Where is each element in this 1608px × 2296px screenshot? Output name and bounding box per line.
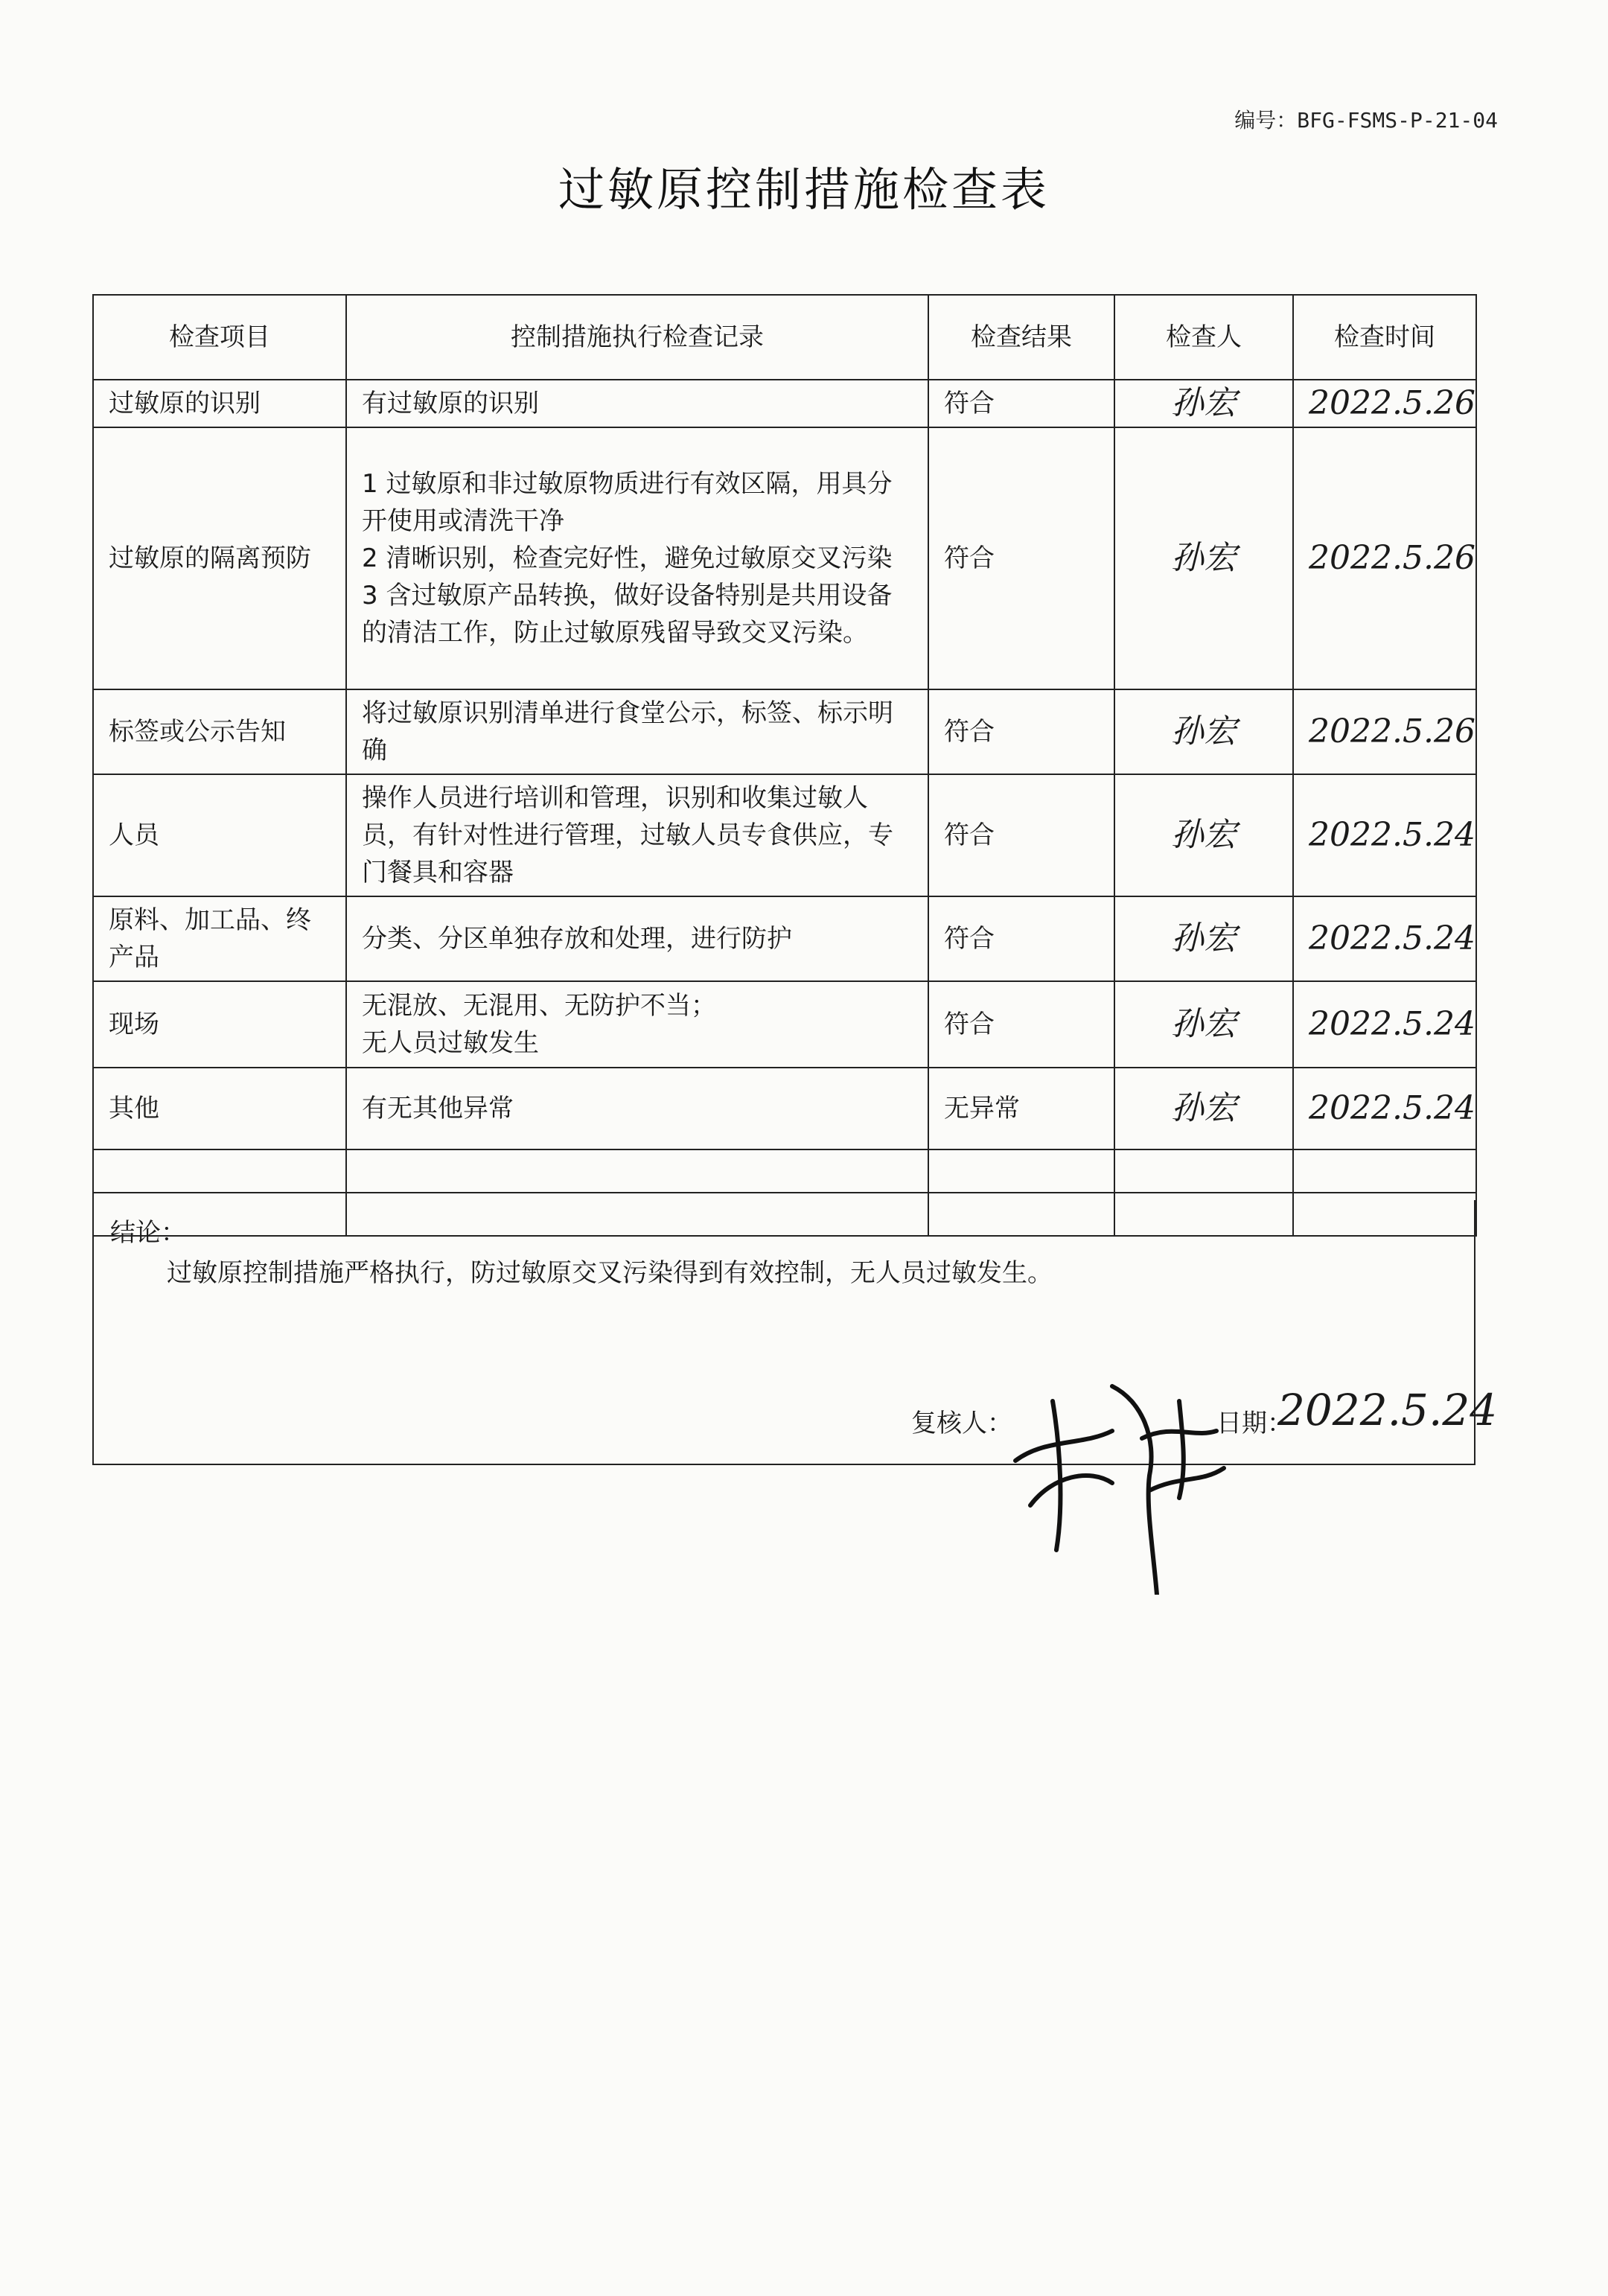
reviewer-label: 复核人：	[911, 1409, 1012, 1438]
conclusion-box	[92, 1200, 1498, 1465]
row-record	[346, 427, 928, 689]
header-time: 检查时间	[1293, 295, 1476, 380]
review-date: 2022.5.24	[1277, 1385, 1498, 1435]
inspection-table	[92, 294, 1477, 1237]
row-record: 分类、分区单独存放和处理，进行防护	[346, 896, 928, 981]
header-record: 控制措施执行检查记录	[346, 295, 928, 380]
row-result: 符合	[928, 981, 1114, 1068]
table-row	[93, 896, 1476, 981]
inspector-signature: 孙宏	[1114, 774, 1293, 896]
table-row	[93, 1149, 1476, 1193]
row-item: 人员	[93, 774, 346, 896]
table-header-row	[93, 295, 1476, 380]
document-number: 编号：BFG-FSMS-P-21-04	[1234, 108, 1498, 133]
record-line: 3 含过敏原产品转换，做好设备特别是共用设备的清洁工作，防止过敏原残留导致交叉污染。	[362, 581, 893, 648]
inspector-signature: 孙宏	[1114, 981, 1293, 1068]
header-result: 检查结果	[928, 295, 1114, 380]
inspection-date: 2022.5.26	[1293, 689, 1476, 774]
inspection-date: 2022.5.26	[1293, 427, 1476, 689]
row-item: 过敏原的隔离预防	[93, 427, 346, 689]
page-title: 过敏原控制措施检查表	[558, 162, 1050, 217]
date-label: 日期：	[1216, 1409, 1292, 1438]
record-line: 2 清晰识别，检查完好性，避免过敏原交叉污染	[362, 543, 893, 573]
row-result: 符合	[928, 689, 1114, 774]
row-item: 过敏原的识别	[93, 380, 346, 427]
row-result: 符合	[928, 896, 1114, 981]
record-line: 1 过敏原和非过敏原物质进行有效区隔，用具分开使用或清洗干净	[362, 469, 893, 536]
row-record: 将过敏原识别清单进行食堂公示，标签、标示明确	[346, 689, 928, 774]
row-record	[346, 981, 928, 1068]
reviewer-signature	[1001, 1356, 1254, 1595]
row-result: 无异常	[928, 1068, 1114, 1149]
row-record	[346, 1149, 928, 1193]
row-item: 标签或公示告知	[93, 689, 346, 774]
row-item: 原料、加工品、终产品	[93, 896, 346, 981]
inspection-date: 2022.5.24	[1293, 774, 1476, 896]
table-row	[93, 380, 1476, 427]
inspection-date: 2022.5.26	[1293, 380, 1476, 427]
table-row	[93, 981, 1476, 1068]
header-inspector: 检查人	[1114, 295, 1293, 380]
row-record: 有无其他异常	[346, 1068, 928, 1149]
table-row	[93, 689, 1476, 774]
row-item	[93, 1149, 346, 1193]
inspector-signature: 孙宏	[1114, 896, 1293, 981]
table-row	[93, 774, 1476, 896]
header-item: 检查项目	[93, 295, 346, 380]
row-record: 有过敏原的识别	[346, 380, 928, 427]
inspection-date: 2022.5.24	[1293, 981, 1476, 1068]
row-item: 其他	[93, 1068, 346, 1149]
conclusion-label: 结论：	[110, 1218, 186, 1248]
inspector-signature: 孙宏	[1114, 689, 1293, 774]
inspection-date: 2022.5.24	[1293, 896, 1476, 981]
row-item: 现场	[93, 981, 346, 1068]
inspection-date	[1293, 1149, 1476, 1193]
record-line: 无人员过敏发生	[362, 1028, 539, 1058]
record-line: 无混放、无混用、无防护不当；	[362, 991, 716, 1021]
inspector-signature: 孙宏	[1114, 380, 1293, 427]
table-row	[93, 1068, 1476, 1149]
row-result	[928, 1149, 1114, 1193]
row-result: 符合	[928, 427, 1114, 689]
row-result: 符合	[928, 774, 1114, 896]
conclusion-text: 过敏原控制措施严格执行，防过敏原交叉污染得到有效控制，无人员过敏发生。	[167, 1258, 1053, 1288]
row-result: 符合	[928, 380, 1114, 427]
inspector-signature: 孙宏	[1114, 1068, 1293, 1149]
inspector-signature: 孙宏	[1114, 427, 1293, 689]
table-row	[93, 427, 1476, 689]
row-record: 操作人员进行培训和管理，识别和收集过敏人员，有针对性进行管理，过敏人员专食供应，专门餐具和容器	[346, 774, 928, 896]
inspection-date: 2022.5.24	[1293, 1068, 1476, 1149]
inspector-signature	[1114, 1149, 1293, 1193]
